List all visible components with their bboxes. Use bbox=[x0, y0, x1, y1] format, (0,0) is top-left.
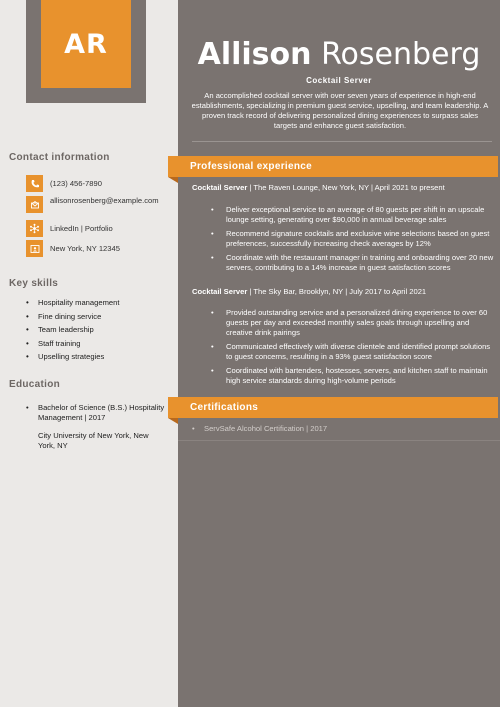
phone-icon bbox=[26, 175, 43, 192]
job-title: Cocktail Server bbox=[192, 183, 248, 192]
job-details: | The Sky Bar, Brooklyn, NY | July 2017 to April 2021 bbox=[247, 287, 427, 296]
school-text: City University of New York, New York, NY bbox=[38, 431, 149, 450]
profile-summary: An accomplished cocktail server with over seven years of experience in high-end establishments, specializing in premium guest service, upselling, and team leadership. A proven track record of delivering personalized dining experiences to surpass sales targets and enhance guest satisfaction. bbox=[191, 91, 489, 130]
links-text[interactable]: LinkedIn | Portfolio bbox=[50, 224, 113, 233]
job-details: | The Raven Lounge, New York, NY | April 2021 to present bbox=[247, 183, 445, 192]
header-divider bbox=[192, 141, 492, 142]
job-bullet: • Coordinate with the restaurant manager in training and onboarding over 20 new servers, contributing to a 14% increase in guest satisfaction scores bbox=[211, 253, 496, 273]
certifications-divider bbox=[178, 440, 500, 441]
certification-item: • ServSafe Alcohol Certification | 2017 bbox=[192, 424, 327, 434]
job-header bbox=[192, 183, 492, 193]
contact-phone bbox=[26, 175, 160, 192]
experience-heading: Professional experience bbox=[190, 161, 312, 172]
skill-item: • Hospitality management bbox=[26, 296, 166, 310]
phone-text: (123) 456-7890 bbox=[50, 179, 102, 188]
job-title: Cocktail Server bbox=[306, 76, 372, 85]
last-name: Rosenberg bbox=[321, 37, 481, 72]
contact-heading: Contact information bbox=[9, 152, 110, 163]
job-bullet: • Coordinated with bartenders, hostesses, servers, and kitchen staff to maintain high service standards during high-volume periods bbox=[211, 366, 496, 386]
job-bullet: • Communicated effectively with diverse clientele and identified prompt solutions to guest concerns, resulting in a 93% guest satisfaction score bbox=[211, 342, 496, 362]
job-bullet: • Provided outstanding service and a personalized dining experience to over 60 guests per day and exceeded monthly sales goals through upselling and creative drink pairings bbox=[211, 308, 496, 338]
job-bullets bbox=[211, 205, 496, 277]
email-text[interactable]: allisonrosenberg@example.com bbox=[50, 196, 159, 205]
degree-text: • Bachelor of Science (B.S.) Hospitality Management | 2017 bbox=[26, 403, 166, 423]
job-title: Cocktail Server bbox=[192, 287, 248, 296]
location-card-icon bbox=[26, 240, 43, 257]
skill-item: • Upselling strategies bbox=[26, 350, 166, 364]
education-heading: Education bbox=[9, 379, 61, 390]
education-entry bbox=[26, 403, 166, 451]
certifications-heading: Certifications bbox=[190, 402, 259, 413]
network-icon bbox=[26, 220, 43, 237]
skills-list bbox=[26, 296, 166, 364]
job-bullet: • Recommend signature cocktails and exclusive wine selections based on guest preferences, successfully increasing check averages by 12% bbox=[211, 229, 496, 249]
location-text: New York, NY 12345 bbox=[50, 244, 120, 253]
skill-item: • Fine dining service bbox=[26, 310, 166, 324]
first-name: Allison bbox=[197, 37, 312, 72]
experience-heading-bar bbox=[168, 156, 498, 177]
monogram-initials: AR bbox=[64, 28, 108, 60]
job-bullets bbox=[211, 308, 496, 390]
contact-email[interactable] bbox=[26, 196, 160, 213]
monogram-box bbox=[41, 0, 131, 88]
skill-item: • Staff training bbox=[26, 337, 166, 351]
email-icon bbox=[26, 196, 43, 213]
candidate-name bbox=[178, 38, 500, 72]
contact-location bbox=[26, 240, 160, 257]
contact-links[interactable] bbox=[26, 220, 160, 237]
skills-heading: Key skills bbox=[9, 278, 59, 289]
skill-item: • Team leadership bbox=[26, 323, 166, 337]
certifications-heading-bar bbox=[168, 397, 498, 418]
job-header bbox=[192, 287, 492, 297]
job-bullet: • Deliver exceptional service to an average of 80 guests per shift in an upscale lounge setting, generating over $90,000 in annual beverage sales bbox=[211, 205, 496, 225]
